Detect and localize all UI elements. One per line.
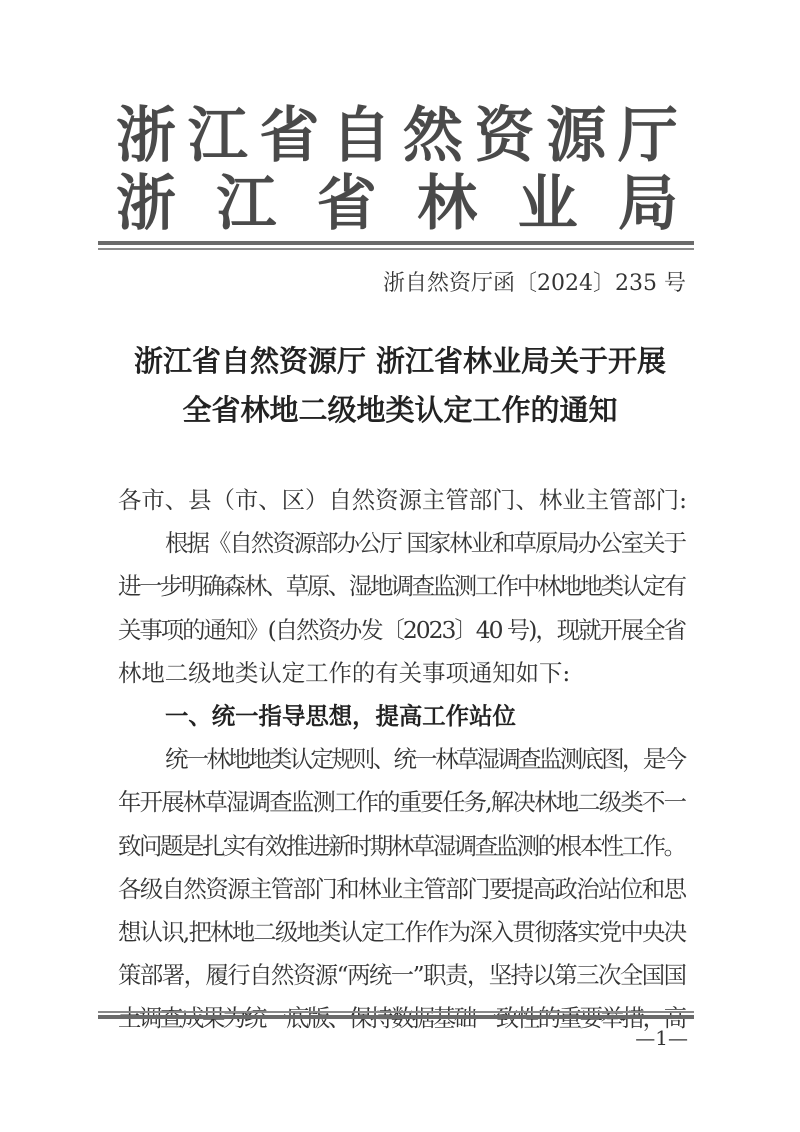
issuer-char: 浙 [116,101,176,171]
body-line: 各市、县（市、区）自然资源主管部门、林业主管部门: [118,486,687,514]
issuer-char: 省 [316,169,377,239]
footer-divider-thick [98,1015,694,1019]
footer-divider-thin [98,1011,694,1013]
issuer-char: 然 [402,101,463,171]
issuer-line-2 [116,169,678,239]
body-line: 统一林地地类认定规则、统一林草湿调查监测底图，是今 [165,745,685,774]
body-line: 关事项的通知》(自然资办发〔2023〕40 号)，现就开展全省 [118,615,685,644]
issuer-char: 江 [187,101,248,171]
body-line: 年开展林草湿调查监测工作的重要任务,解决林地二级类不一 [118,788,686,817]
body-line: 想认识,把林地二级地类认定工作作为深入贯彻落实党中央决 [118,917,686,946]
body-line: 各级自然资源主管部门和林业主管部门要提高政治站位和思 [118,874,686,903]
document-title-line-1: 浙江省自然资源厅 浙江省林业局关于开展 [133,344,667,378]
issuer-char: 江 [216,169,277,239]
body-line: 进一步明确森林、草原、湿地调查监测工作中林地地类认定有 [118,572,685,601]
issuer-char: 业 [517,169,578,239]
document-body [118,479,687,1040]
issuer-char: 厅 [617,101,678,171]
issuer-char: 浙 [116,169,176,239]
issuer-char: 资 [474,101,535,171]
body-line: 策部署，履行自然资源“两统一”职责，坚持以第三次全国国 [118,961,686,990]
document-number: 浙自然资厅函〔2024〕235 号 [383,271,686,296]
document-title-line-2: 全省林地二级地类认定工作的通知 [182,393,618,427]
body-line: 致问题是扎实有效推进新时期林草湿调查监测的根本性工作。 [118,831,685,860]
body-line: 根据《自然资源部办公厅 国家林业和草原局办公室关于 [165,529,686,558]
issuer-char: 自 [331,101,392,171]
issuer-line-1 [116,101,678,171]
issuer-char: 林 [417,169,478,239]
section-heading: 一、统一指导思想，提高工作站位 [165,701,516,730]
header-divider-thin [98,248,694,250]
issuer-char: 局 [617,169,678,239]
page-number: —1— [635,1026,688,1050]
issuer-char: 省 [259,101,320,171]
body-line: 林地二级地类认定工作的有关事项通知如下: [118,658,571,687]
issuer-char: 源 [546,101,607,171]
header-divider-thick [98,241,694,245]
